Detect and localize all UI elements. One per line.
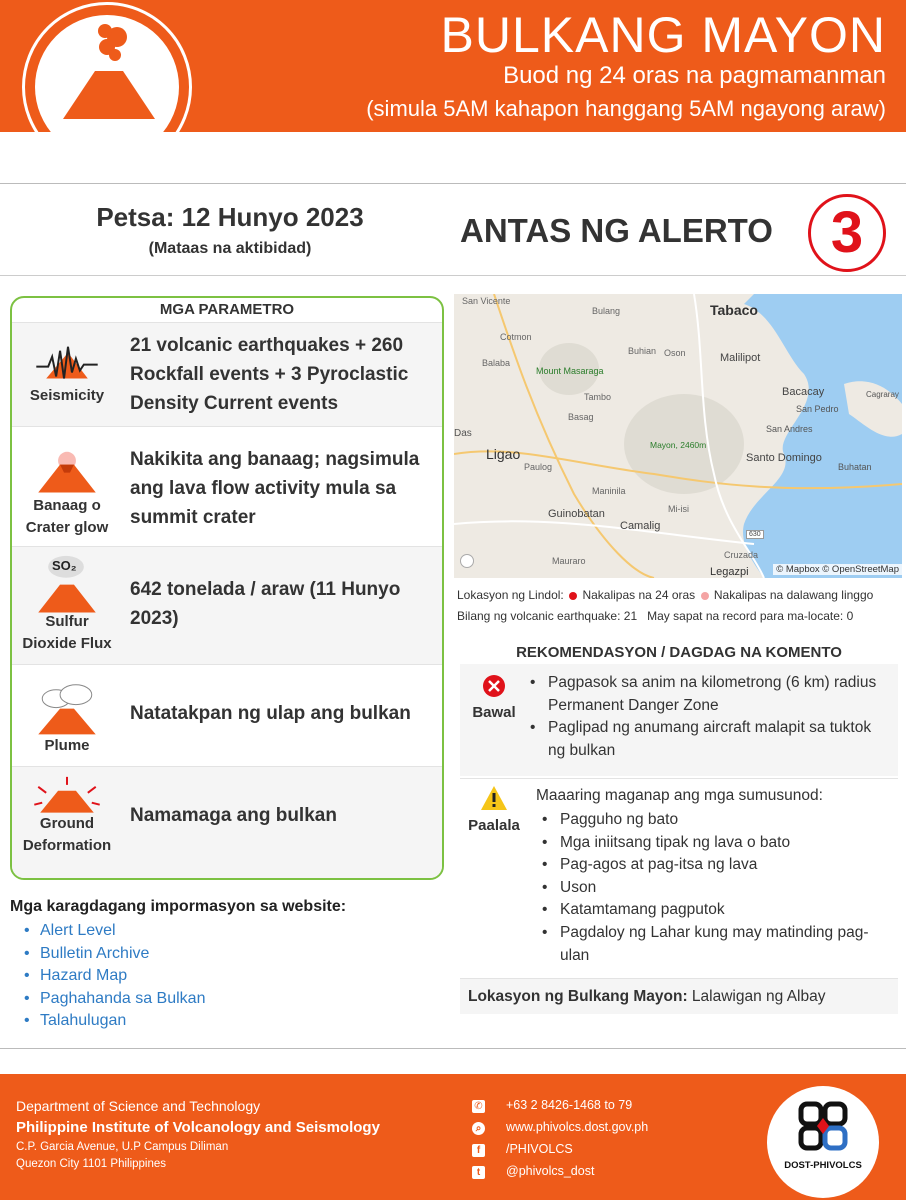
list-item: • Katamtamang pagputok	[556, 899, 888, 922]
param-label-plume: Plume	[44, 737, 90, 754]
map-place: Mi-isi	[668, 504, 689, 514]
rec-bawal-list	[544, 672, 888, 762]
map-place: Tambo	[584, 392, 612, 402]
header-banner	[0, 0, 906, 132]
param-row-ground-deformation	[12, 766, 442, 880]
param-value-seismicity: 21 volcanic earthquakes + 260 Rockfall events + 3 Pyroclastic Density Current events	[130, 335, 409, 414]
map-place: Bacacay	[782, 386, 825, 398]
map-place: Camalig	[620, 520, 661, 532]
link-hazard-map[interactable]: • Hazard Map	[24, 965, 205, 988]
param-row-crater-glow	[12, 426, 442, 546]
param-value-ground-deformation: Namamaga ang bulkan	[130, 805, 337, 826]
param-value-crater-glow: Nakikita ang banaag; nagsimula ang lava flow activity mula sa summit crater	[130, 449, 420, 528]
map-attribution: © Mapbox © OpenStreetMap	[773, 564, 902, 575]
map-place: Das	[454, 428, 472, 439]
map-place: San Vicente	[462, 296, 511, 306]
activity-level: (Mataas na aktibidad)	[148, 240, 312, 257]
dost-logo-label: DOST-PHIVOLCS	[784, 1160, 862, 1171]
list-item: • Pagguho ng bato	[556, 809, 888, 832]
earthquake-map[interactable]	[454, 294, 902, 578]
bulletin-date: Petsa: 12 Hunyo 2023	[96, 202, 364, 232]
date-alert-band	[0, 184, 906, 276]
warning-icon	[480, 785, 508, 811]
param-row-sulfur-dioxide	[12, 546, 442, 664]
rec-bawal-box	[460, 664, 898, 776]
map-counts: Bilang ng volcanic earthquake: 21 May sapat na record para ma-locate: 0	[457, 609, 854, 623]
param-label-ground-deformation: Ground Deformation	[22, 815, 112, 854]
parameters-title: MGA PARAMETRO	[159, 301, 295, 318]
map-place: Buhian	[628, 346, 657, 356]
param-label-seismicity: Seismicity	[29, 387, 105, 404]
page-subtitle-period: (simula 5AM kahapon hanggang 5AM ngayong araw)	[366, 96, 886, 121]
rec-paalala-label: Paalala	[468, 817, 520, 834]
link-bulletin-archive[interactable]: • Bulletin Archive	[24, 943, 205, 966]
footer-phone: +63 2 8426-1468 to 79	[506, 1098, 633, 1112]
map-place: Mount Masaraga	[536, 366, 604, 376]
footer-institute: Philippine Institute of Volcanology and Seismology	[16, 1119, 380, 1136]
footer-department: Department of Science and Technology	[16, 1098, 261, 1114]
rec-paalala-box	[460, 778, 898, 976]
param-row-seismicity	[12, 322, 442, 426]
map-place: Cotmon	[500, 332, 532, 342]
map-place: Ligao	[486, 446, 521, 462]
rec-paalala-list	[556, 809, 888, 967]
links-title: Mga karagdagang impormasyon sa website:	[10, 898, 347, 915]
map-place: Basag	[568, 412, 594, 422]
map-place: Buhatan	[838, 462, 872, 472]
footer-website[interactable]: www.phivolcs.dost.gov.ph	[506, 1120, 649, 1134]
link-talahulugan[interactable]: • Talahulugan	[24, 1010, 205, 1033]
map-place: Bulang	[592, 306, 621, 316]
page-subtitle: Buod ng 24 oras na pagmamanman	[503, 62, 886, 89]
link-alert-level[interactable]: • Alert Level	[24, 920, 205, 943]
footer-address-line2: Quezon City 1101 Philippines	[16, 1158, 167, 1170]
map-legend: Lokasyon ng Lindol: Nakalipas na 24 oras Nakalipas na dalawang linggo	[457, 588, 874, 602]
page-title: BULKANG MAYON	[440, 7, 886, 63]
map-place: Mayon, 2460m	[650, 440, 707, 450]
map-place: Paulog	[524, 462, 553, 472]
map-place: San Pedro	[796, 404, 839, 414]
list-item: • Pagdaloy ng Lahar kung may matinding pag-ulan	[556, 922, 888, 967]
volcano-location: Lokasyon ng Bulkang Mayon: Lalawigan ng Albay	[460, 978, 898, 1014]
footer-divider	[0, 1048, 906, 1049]
rec-paalala-intro: Maaaring maganap ang mga sumusunod:	[536, 787, 823, 804]
alert-level-label: ANTAS NG ALERTO	[460, 212, 773, 249]
map-place: San Andres	[766, 424, 813, 434]
list-item: • Paglipad ng anumang aircraft malapit sa tuktok ng bulkan	[544, 717, 888, 762]
map-place: Guinobatan	[548, 508, 605, 520]
dost-emblem-icon	[797, 1100, 849, 1152]
parameters-panel	[10, 296, 444, 880]
facebook-icon: f	[472, 1144, 485, 1157]
footer-twitter[interactable]: @phivolcs_dost	[506, 1164, 595, 1178]
dot-24h-icon	[569, 592, 577, 600]
list-item: • Pag-agos at pag-itsa ng lava	[556, 854, 888, 877]
list-item: • Mga iniitsang tipak ng lava o bato	[556, 832, 888, 855]
param-value-sulfur-dioxide: 642 tonelada / araw (11 Hunyo 2023)	[130, 579, 401, 629]
dot-2w-icon	[701, 592, 709, 600]
map-place: Oson	[664, 348, 686, 358]
map-place: Maninila	[592, 486, 626, 496]
prohibited-icon	[482, 674, 506, 698]
map-place: Mauraro	[552, 556, 586, 566]
link-paghahanda[interactable]: • Paghahanda sa Bulkan	[24, 988, 205, 1011]
footer-address-line1: C.P. Garcia Avenue, U.P Campus Diliman	[16, 1141, 229, 1153]
footer-facebook[interactable]: /PHIVOLCS	[506, 1142, 573, 1156]
mapbox-logo-icon	[460, 554, 474, 568]
map-place: Tabaco	[710, 302, 758, 318]
param-value-plume: Natatakpan ng ulap ang bulkan	[130, 703, 411, 724]
links-list	[24, 920, 205, 1033]
seismograph-icon	[12, 323, 122, 426]
recommendations-title: REKOMENDASYON / DAGDAG NA KOMENTO	[516, 644, 842, 661]
map-place: Legazpi	[710, 566, 749, 578]
twitter-icon: t	[472, 1166, 485, 1179]
param-label-sulfur-dioxide: Sulfur Dioxide Flux	[22, 613, 112, 652]
map-place: Cagraray	[866, 390, 899, 399]
globe-search-icon: ⌕	[472, 1122, 485, 1135]
header-strip	[0, 132, 906, 184]
alert-level-badge: 3	[808, 194, 886, 272]
so2-text: SO₂	[52, 558, 77, 573]
map-place: Cruzada	[724, 550, 759, 560]
map-place: Balaba	[482, 358, 511, 368]
param-label-crater-glow: Banaag o Crater glow	[25, 497, 109, 536]
rec-bawal-label: Bawal	[472, 704, 516, 721]
map-place: Santo Domingo	[746, 452, 822, 464]
phone-icon: ✆	[472, 1100, 485, 1113]
map-place: Malilipot	[720, 352, 761, 364]
list-item: • Pagpasok sa anim na kilometrong (6 km) radius Permanent Danger Zone	[544, 672, 888, 717]
param-row-plume	[12, 664, 442, 766]
map-road-label: 630	[746, 530, 764, 539]
dost-phivolcs-logo	[767, 1086, 879, 1198]
list-item: • Uson	[556, 877, 888, 900]
